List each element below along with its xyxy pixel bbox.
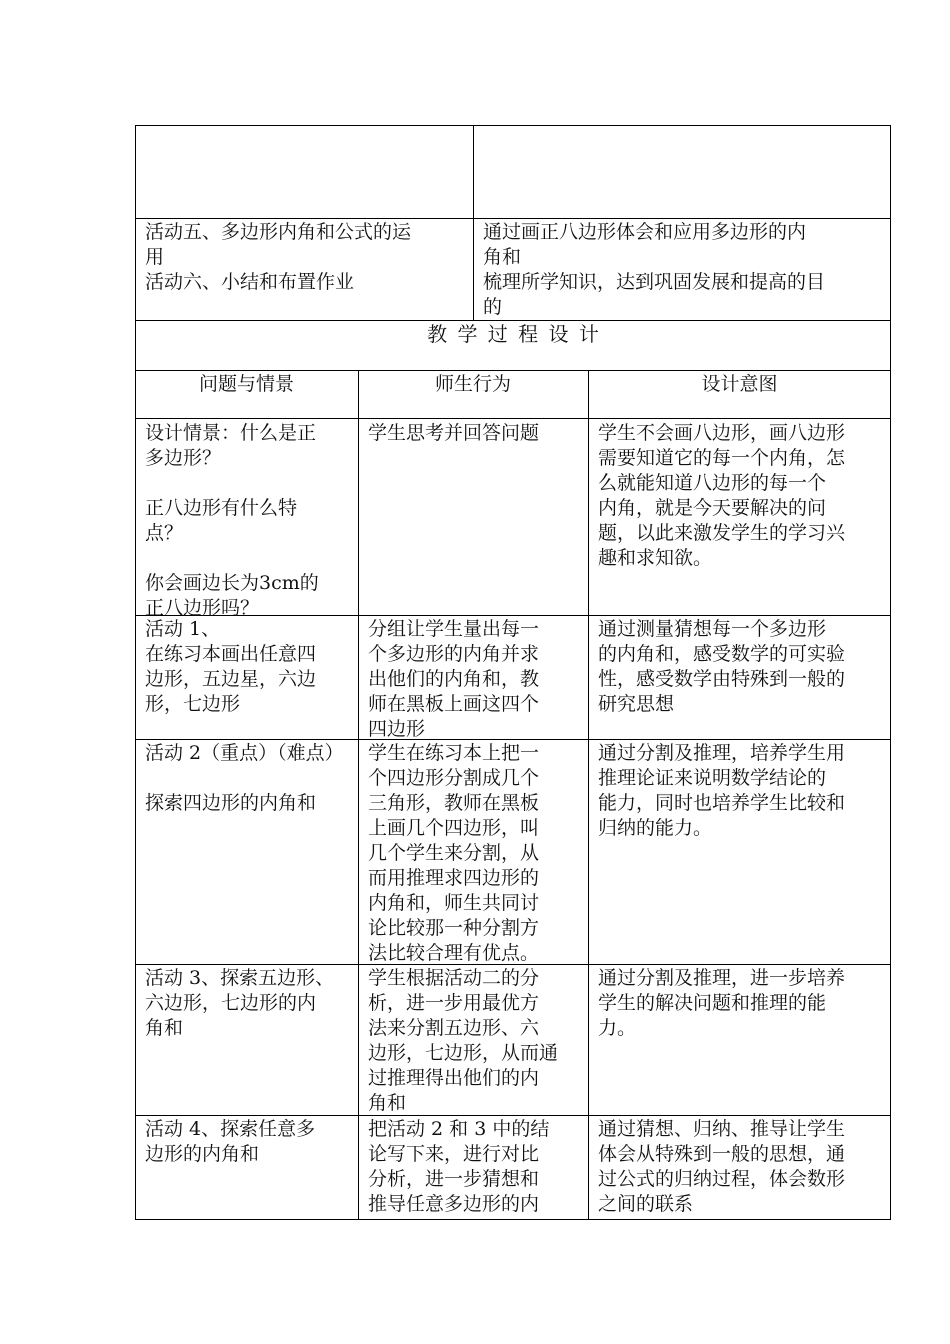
column-header-question: 问题与情景: [198, 373, 294, 395]
column-divider: [473, 125, 474, 320]
table-cell-question: 活动 2（重点）（难点） 探索四边形的内角和: [145, 742, 344, 814]
table-cell-action: 学生根据活动二的分 析，进一步用最优方 法来分割五边形、六 边形，七边形，从而通 过推理得出他们的内 角和: [368, 967, 559, 1114]
table-cell-question: 活动 4、探索任意多 边形的内角和: [145, 1118, 316, 1165]
column-header-intent: 设计意图: [701, 373, 778, 395]
row-divider: [135, 218, 891, 219]
column-divider: [358, 370, 359, 1220]
activities-purpose-cell: 通过画正八边形体会和应用多边形的内 角和 梳理所学知识，达到巩固发展和提高的目 的: [483, 221, 826, 318]
table-cell-question: 设计情景：什么是正 多边形？ 正八边形有什么特 点？ 你会画边长为3cm的 正八边形吗？: [145, 422, 319, 619]
row-divider: [135, 370, 891, 371]
table-cell-intent: 通过分割及推理，进一步培养 学生的解决问题和推理的能 力。: [598, 967, 846, 1039]
table-cell-question: 活动 3、探索五边形、 六边形，七边形的内 角和: [145, 967, 335, 1039]
table-cell-action: 分组让学生量出每一 个多边形的内角并求 出他们的内角和，教 师在黑板上画这四个 四边形: [368, 618, 540, 740]
row-divider: [135, 418, 891, 419]
table-cell-action: 学生在练习本上把一 个四边形分割成几个 三角形，教师在黑板 上画几个四边形，叫 几个学生来分割，从 而用推理求四边形的 内角和，师生共同讨 论比较那一种分割方 法比较合理有优点。: [368, 742, 540, 964]
table-cell-action: 学生思考并回答问题: [368, 422, 540, 444]
section-title: 教 学 过 程 设 计: [427, 322, 599, 346]
table-cell-question: 活动 1、 在练习本画出任意四 边形，五边星，六边 形，七边形: [145, 618, 317, 715]
activities-cell: 活动五、多边形内角和公式的运 用 活动六、小结和布置作业: [145, 221, 412, 293]
column-divider: [588, 370, 589, 1220]
table-cell-intent: 通过分割及推理，培养学生用 推理论证来说明数学结论的 能力，同时也培养学生比较和 归纳的能力。: [598, 742, 846, 839]
row-divider: [135, 320, 891, 321]
table-cell-intent: 通过测量猜想每一个多边形 的内角和，感受数学的可实验 性，感受数学由特殊到一般的 研究思想: [598, 618, 846, 715]
table-cell-intent: 学生不会画八边形，画八边形 需要知道它的每一个内角，怎 么就能知道八边形的每一个 内角，就是今天要解决的问 题，以此来激发学生的学习兴 趣和求知欲。: [598, 422, 846, 569]
column-header-action: 师生行为: [434, 373, 511, 395]
table-cell-action: 把活动 2 和 3 中的结 论写下来，进行对比 分析，进一步猜想和 推导任意多边形的内: [368, 1118, 550, 1215]
table-cell-intent: 通过猜想、归纳、推导让学生 体会从特殊到一般的思想，通 过公式的归纳过程，体会数形 之间的联系: [598, 1118, 846, 1215]
